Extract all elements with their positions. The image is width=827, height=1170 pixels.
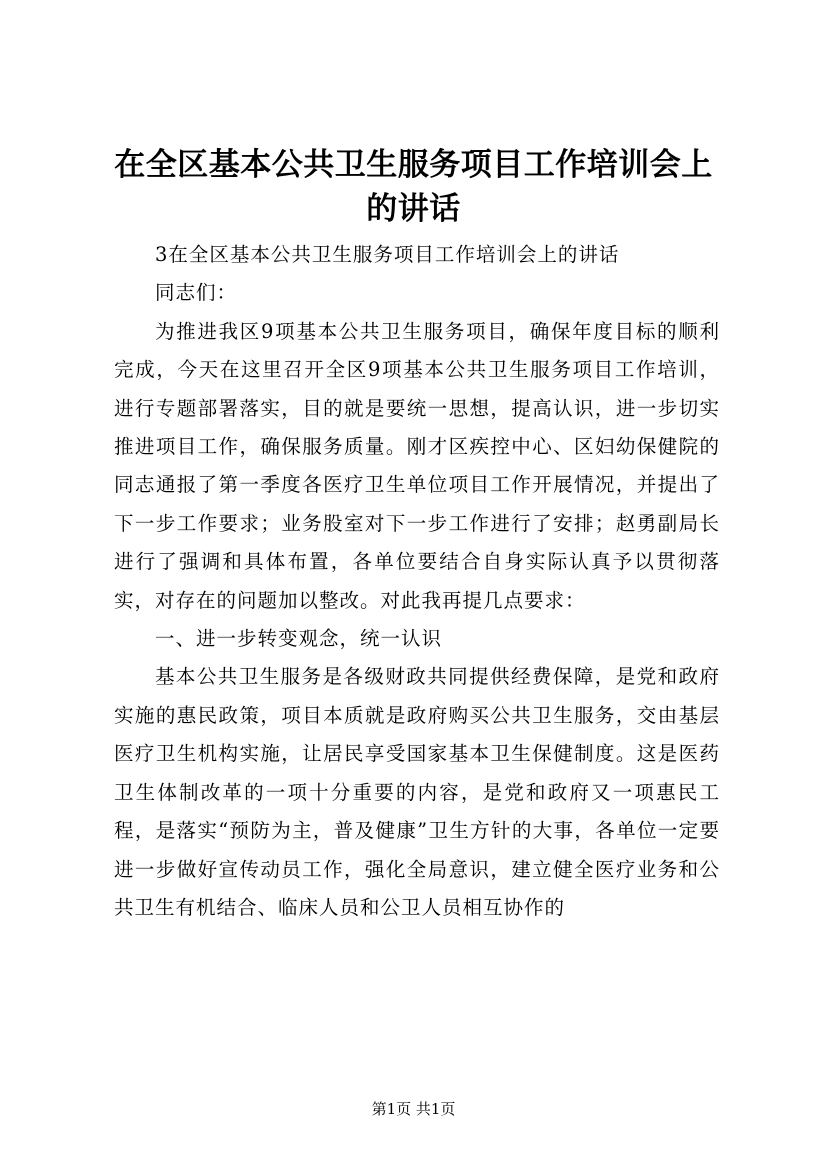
body-paragraph: 基本公共卫生服务是各级财政共同提供经费保障，是党和政府实施的惠民政策，项目本质就是政府购买公共卫生服务，交由基层医疗卫生机构实施，让居民享受国家基本卫生保健制度。这是医药卫生体制改革的一项十分重要的内容，是党和政府又一项惠民工程，是落实“预防为主，普及健康”卫生方针的大事，各单位一定要进一步做好宣传动员工作，强化全局意识，建立健全医疗业务和公共卫生有机结合、临床人员和公卫人员相互协作的: [114, 665, 720, 919]
salutation-paragraph: 同志们：: [154, 281, 237, 305]
intro-paragraph: 为推进我区9项基本公共卫生服务项目，确保年度目标的顺利完成，今天在这里召开全区9项基本公共卫生服务项目工作培训，进行专题部署落实，目的就是要统一思想，提高认识，进一步切实推进项目工作，确保服务质量。刚才区疾控中心、区妇幼保健院的同志通报了第一季度各医疗卫生单位项目工作开展情况，并提出了下一步工作要求；业务股室对下一步工作进行了安排；赵勇副局长进行了强调和具体布置，各单位要结合自身实际认真予以贯彻落实，对存在的问题加以整改。对此我再提几点要求：: [114, 319, 720, 612]
document-body: [114, 236, 720, 927]
subtitle-paragraph: 3在全区基本公共卫生服务项目工作培训会上的讲话: [154, 243, 620, 266]
page-footer: 第1页 共1页: [371, 1100, 456, 1118]
document-title: 在全区基本公共卫生服务项目工作培训会上的讲话: [114, 147, 713, 227]
section-heading: 一、进一步转变观念，统一认识: [154, 627, 442, 651]
